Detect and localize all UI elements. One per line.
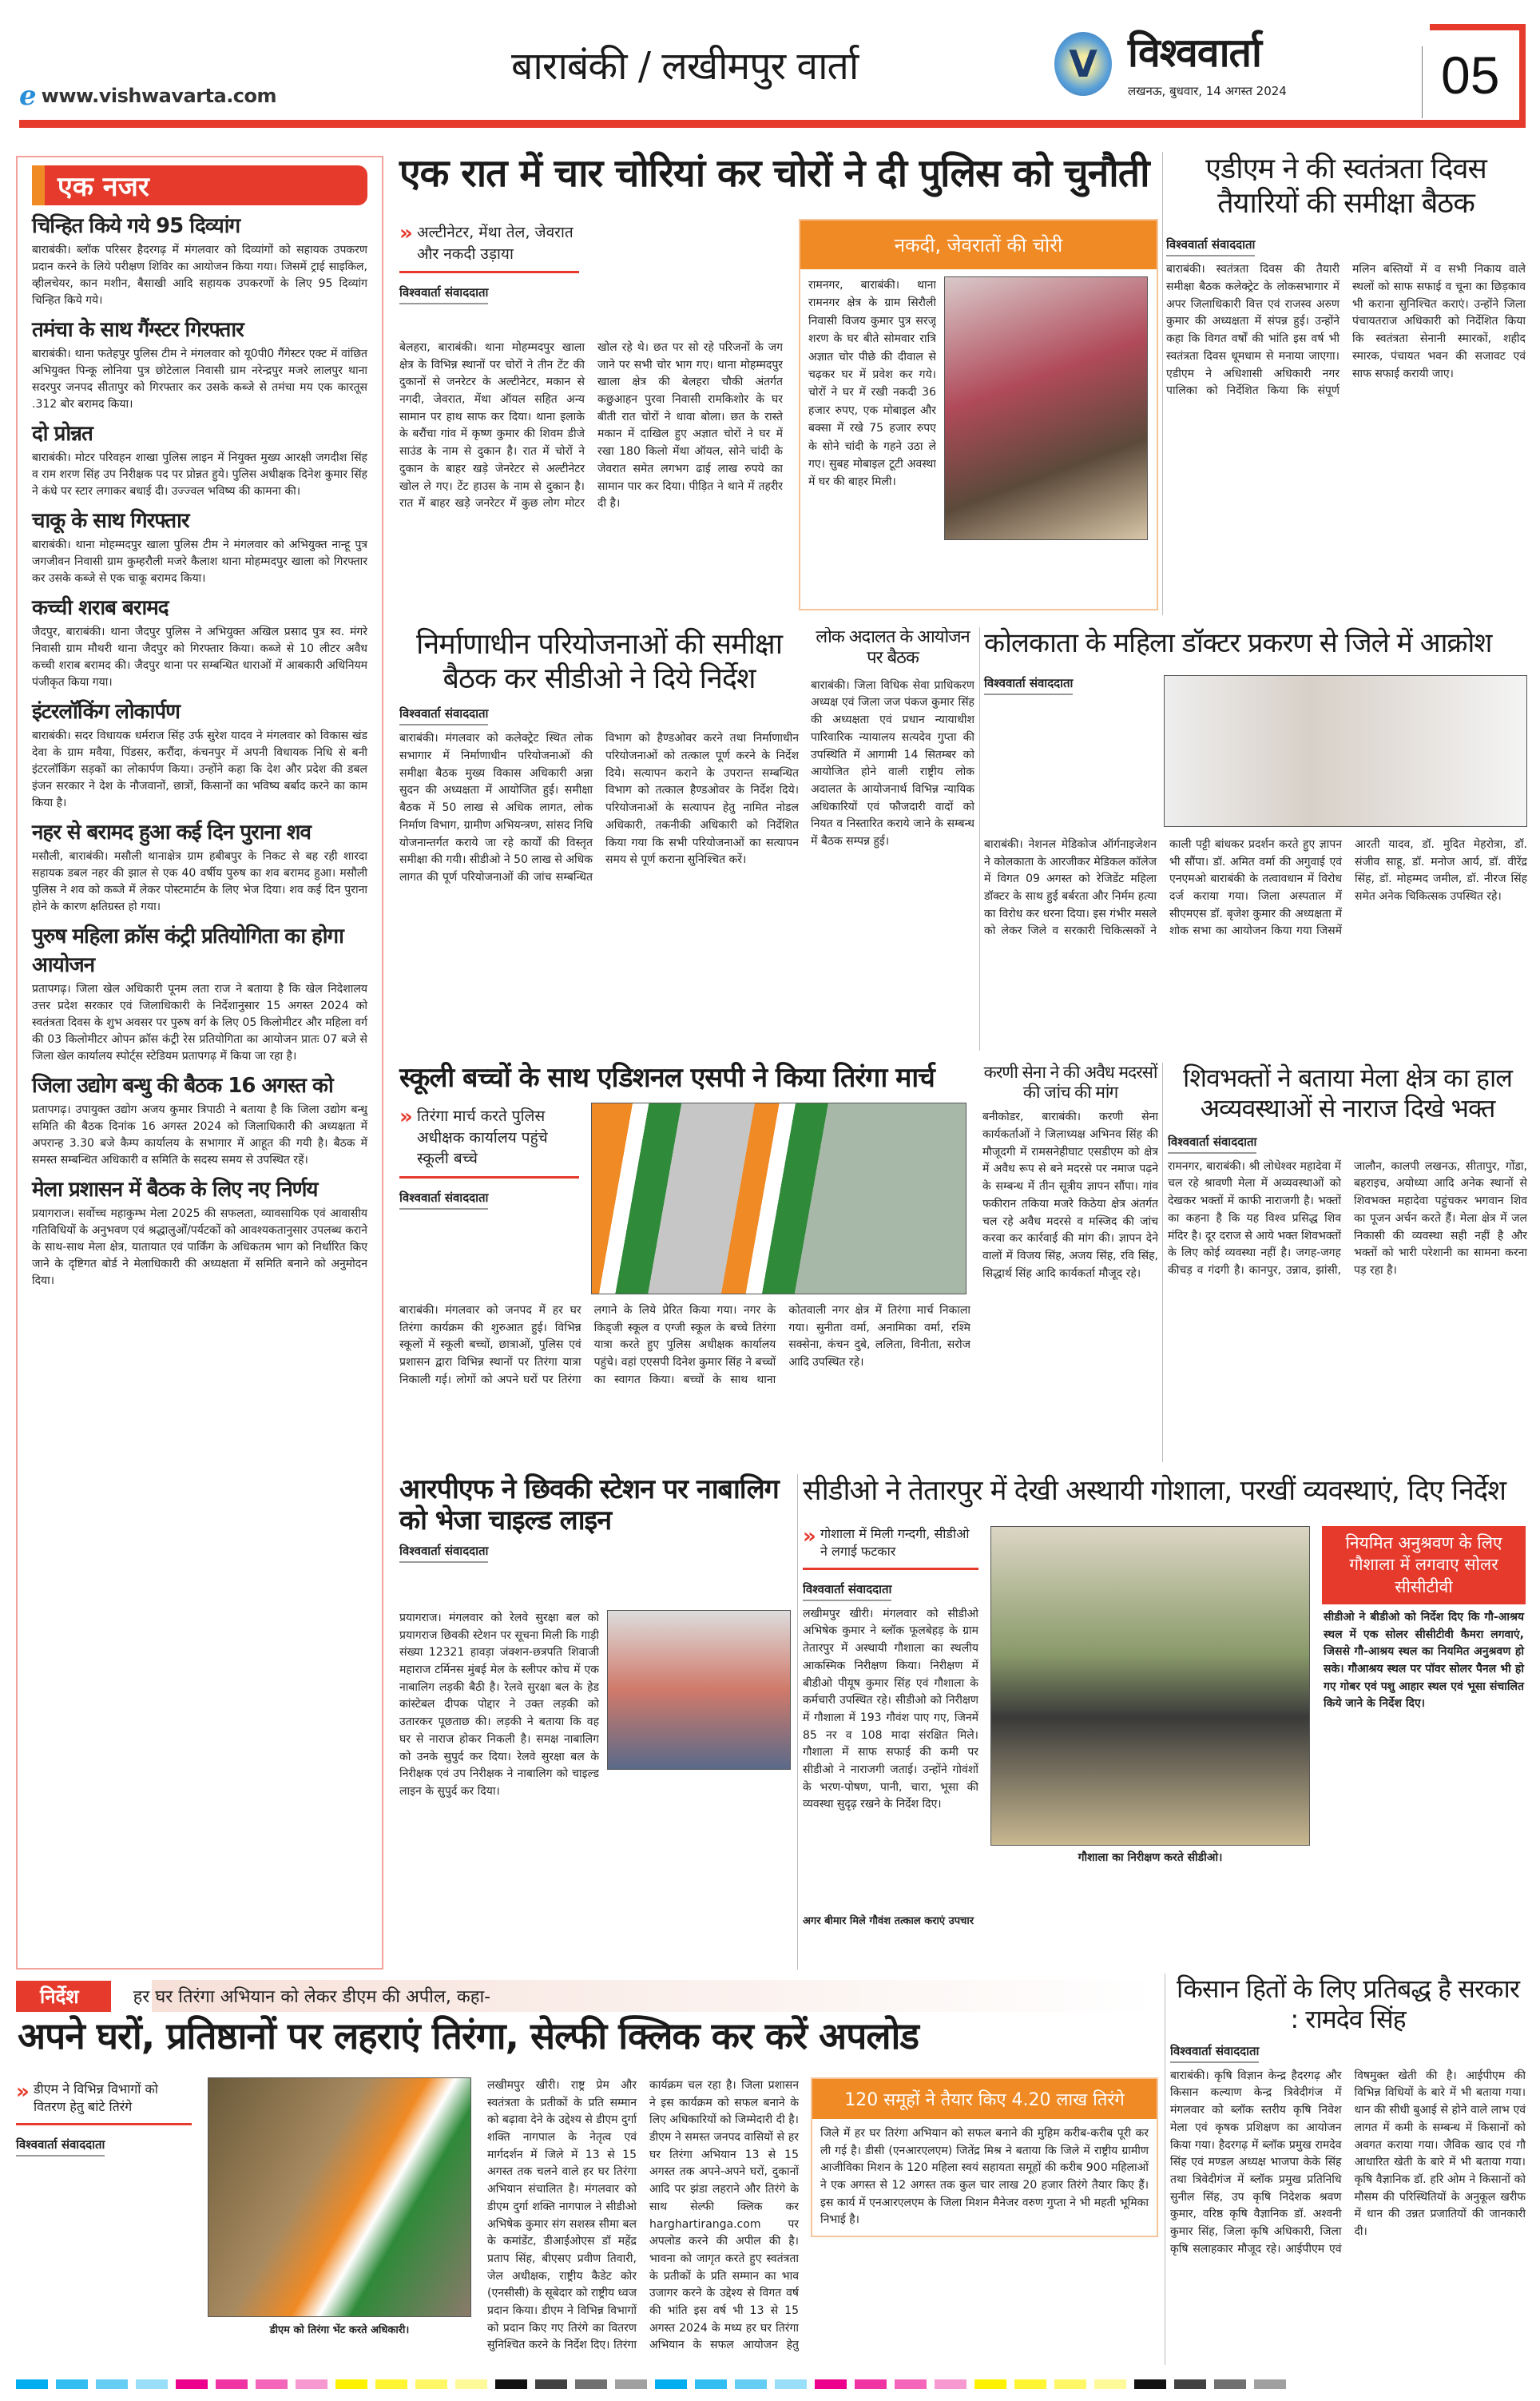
registration-swatch (136, 2379, 168, 2389)
byline: विश्ववार्ता संवाददाता (803, 1581, 891, 1601)
box-title: 120 समूहों ने तैयार किए 4.20 लाख तिरंगे (812, 2079, 1157, 2119)
registration-swatch (216, 2379, 248, 2389)
story-adm (1166, 152, 1526, 615)
brief-title: जिला उद्योग बन्धु की बैठक 16 अगस्त को (32, 1074, 333, 1098)
registration-swatch (1014, 2379, 1046, 2389)
story-kolkata (984, 627, 1527, 1055)
brief-text: बाराबंकी। मोटर परिवहन शाखा पुलिस लाइन में नियुक्त मुख्य आरक्षी जगदीश सिंह व राम शरण सिंह उप निरीक्षक पद पर प्रोन्नत हुये। पुलिस अधीक्षक दिनेश कुमार सिंह ने कंधे पर स्टार लगाकर बधाई दी। उज्ज्वल भविष्य की कामना की। (32, 451, 367, 498)
brief-title: तमंचा के साथ गैंग्स्टर गिरफ्तार (32, 318, 244, 342)
article-body: बनीकोडर, बाराबंकी। करणी सेना कार्यकर्ताओं ने जिलाध्यक्ष अभिनव सिंह की मौजूदगी में रामसनेहीघाट एसडीएम को क्षेत्र में अवैध रूप से बने मदरसे पर नमाज पढ़ने के सम्बन्ध में तीन सूत्रीय ज्ञापन सौंपा। गांव फकीरान तकिया मजरे किठेया क्षेत्र अंतर्गत चल रहे अवैध मदरसे व मस्जिद की जांच करवा कर कार्रवाई की मांग की। ज्ञापन देने वालों में विजय सिंह, अजय सिंह, रवि सिंह, सिद्धार्थ सिंह आदि कार्यकर्ता मौजूद रहे। (982, 1111, 1158, 1280)
headline: स्कूली बच्चों के साथ एडिशनल एसपी ने किया तिरंगा मार्च (399, 1062, 935, 1094)
article-body: लखीमपुर खीरी। राष्ट्र प्रेम और स्वतंत्रता के प्रतीकों के प्रति सम्मान को बढ़ावा देने के उद्देश्य से डीएम दुर्गा शक्ति नागपाल के नेतृत्व एवं मार्गदर्शन में जिले में 13 से 15 अगस्त तक चलने वाले हर घर तिरंगा अभियान संचालित है। मंगलवार को डीएम दुर्गा शक्ति नागपाल ने सीडीओ अभिषेक कुमार संग सशस्त्र सीमा बल के कमांडेंट, डीआईओएस डॉ महेंद्र प्रताप सिंह, बीएसए प्रवीण तिवारी, जेल अधीक्षक, राष्ट्रीय कैडेट कोर (एनसीसी) के सूबेदार को राष्ट्रीय ध्वज प्रदान किया। डीएम ने विभिन्न विभागों को प्रदान किए गए तिरंगे का वितरण सुनिश्चित करने के निर्देश दिए। तिरंगा कार्यक्रम चल रहा है। जिला प्रशासन ने इस कार्यक्रम को सफल बनाने के लिए अधिकारियों को जिम्मेदारी दी है। डीएम ने समस्त जनपद वासियों से हर घर तिरंगा अभियान 13 से 15 अगस्त तक अपने-अपने घरों, दुकानों आदि पर झंडा लहराने और तिरंगे के साथ सेल्फी क्लिक कर harghartiranga.com पर अपलोड करने की अपील की है। भावना को जागृत करते हुए स्वतंत्रता के प्रतीकों के प्रति सम्मान का भाव उजागर करने के उद्देश्य से विगत वर्ष की भांति इस वर्ष भी 13 से 15 अगस्त 2024 के मध्य हर घर तिरंगा अभियान के सफल आयोजन हेतु (487, 2079, 799, 2352)
brief-text: जैदपुर, बाराबंकी। थाना जैदपुर पुलिस ने अभियुक्त अखिल प्रसाद पुत्र स्व. मंगरे निवासी ग्राम मौथरी थाना जैदपुर को गिरफ्तार किया। कब्जे से 10 लीटर अवैध कच्ची शराब बरामद की। जैदपुर थाना पर सम्बन्धित धाराओं में आबकारी अधिनियम पंजीकृत किया गया। (32, 626, 367, 689)
byline: विश्ववार्ता संवाददाता (399, 284, 488, 304)
article-body: लखीमपुर खीरी। मंगलवार को सीडीओ अभिषेक कुमार ने ब्लॉक फूलबेहड़ के ग्राम तेतारपुर में अस्थायी गौशाला का स्थलीय आकस्मिक निरीक्षण किया। निरीक्षण में बीडीओ पीयूष कुमार सिंह एवं गौशाला के कर्मचारी उपस्थित रहे। सीडीओ को निरीक्षण में गौशाला में 193 गौवंश पाए गए, जिनमें 85 नर व 108 मादा संरक्षित मिले। गौशाला में साफ सफाई की कमी पर सीडीओ ने नाराजगी जताई। उन्होंने गोवंशों के भरण-पोषण, पानी, चारा, भूसा की व्यवस्था सुदृढ़ रखने के निर्देश दिए। (803, 1607, 978, 1811)
page-number: 05 (1441, 46, 1500, 105)
registration-swatch (56, 2379, 88, 2389)
byline: विश्ववार्ता संवाददाता (984, 675, 1073, 695)
byline: विश्ववार्ता संवाददाता (399, 1543, 488, 1563)
page-number-box (1430, 24, 1526, 120)
byline: विश्ववार्ता संवाददाता (399, 1190, 488, 1210)
headline: कोलकाता के महिला डॉक्टर प्रकरण से जिले में आक्रोश (984, 627, 1492, 659)
registration-swatch (1054, 2379, 1086, 2389)
theft-box (799, 219, 1158, 610)
byline: विश्ववार्ता संवाददाता (16, 2137, 105, 2157)
dm-tiranga-photo (208, 2077, 471, 2317)
byline: विश्ववार्ता संवाददाता (1166, 237, 1255, 256)
registration-swatch (855, 2379, 887, 2389)
registration-swatch (775, 2379, 807, 2389)
story-cdo-review (399, 627, 799, 1055)
column-divider (1162, 152, 1163, 615)
article-body: बेलहरा, बाराबंकी। थाना मोहम्मदपुर खाला क्षेत्र के विभिन्न स्थानों पर चोरों ने तीन टेंट की दुकानों से जनरेटर के अल्टीनेटर, मकान से नगदी, जेवरात, मेंथा ऑयल सहित अन्य सामान पर हाथ साफ कर दिया। थाना इलाके के बरौंचा गांव में कृष्ण कुमार की शिवम डीजे साउंड के नाम से दुकान है। रात में चोरों ने दुकान के बाहर खड़े जेनरेटर से अल्टीनेटर खोल ले गए। टेंट हाउस के नाम से दुकान है। रात में बाहर खड़े जनरेटर में कुछ लोग मोटर खोल रहे थे। छत पर सो रहे परिजनों के जग जाने पर सभी चोर भाग गए। थाना मोहम्मदपुर खाला क्षेत्र की बेलहरा चौकी अंतर्गत कछुआहन पुरवा निवासी रामकिशोर के घर बीती रात चोरों ने धावा बोला। छत के रास्ते मकान में दाखिल हुए अज्ञात चोरों ने घर में रखा 180 किलो मेंथा ऑयल, सोने चांदी के जेवरात समेत लगभग ढाई लाख रुपये का सामान पार कर दिया। पीड़ित ने थाने में तहरीर दी है। (399, 341, 783, 511)
article-body: बाराबंकी। कृषि विज्ञान केन्द्र हैदरगढ़ और किसान कल्याण केन्द्र त्रिवेदीगंज में मंगलवार को ब्लॉक स्तरीय कृषि निवेश मेला एवं कृषक प्रशिक्षण का आयोजन किया गया। हैदरगढ़ में ब्लॉक प्रमुख रामदेव सिंह एवं मण्डल अध्यक्ष भाजपा केके सिंह तथा त्रिवेदीगंज में ब्लॉक प्रमुख प्रतिनिधि सुनील सिंह, उप कृषि निदेशक श्रवण कुमार, वरिष्ठ कृषि वैज्ञानिक डॉ. अश्वनी कुमार सिंह, जिला कृषि अधिकारी, जिला कृषि सलाहकार मौजूद रहे। आईपीएम एवं विषमुक्त खेती की है। आईपीएम की विभिन्न विधियों के बारे में भी बताया गया। धान की सीधी बुआई से होने वाले लाभ एवं लागत में कमी के सम्बन्ध में किसानों को अवगत कराया गया। जैविक खाद एवं गौ आधारित खेती के बारे में भी बताया गया। कृषि वैज्ञानिक डॉ. हरि ओम ने किसानों को मौसम की परिस्थितियों के अनुकूल खरीफ में धान की उन्नत प्रजातियों की जानकारी दी। (1170, 2069, 1526, 2256)
headline: एक रात में चार चोरियां कर चोरों ने दी पुलिस को चुनौती (399, 151, 1149, 196)
ek-nazar-label: एक नजर (32, 165, 367, 205)
article-body: बाराबंकी। मंगलवार को कलेक्ट्रेट स्थित लोक सभागार में निर्माणाधीन परियोजनाओं की समीक्षा बैठक मुख्य विकास अधिकारी अन्ना सुदन की अध्यक्षता में आयोजित हुई। समीक्षा बैठक में 50 लाख से अधिक लागत, लोक निर्माण विभाग, ग्रामीण अभियन्त्रण, सांसद निधि योजनान्तर्गत कराये जा रहे कार्यों की विस्तृत समीक्षा की गयी। सीडीओ ने 50 लाख से अधिक लागत की पूर्ण परियोजनाओं की जांच सम्बन्धित विभाग को हैण्डओवर करने तथा निर्माणाधीन परियोजनाओं को तत्काल पूर्ण करने के निर्देश दिये। सत्यापन कराने के उपरान्त सम्बन्धित विभाग को तत्काल हैण्डओवर के निर्देश दिये। परियोजनाओं के सत्यापन हेतु नामित नोडल अधिकारी, तकनीकी अधिकारी को निर्देशित किया गया कि सभी परियोजनाओं का सत्यापन समय से पूर्ण कराना सुनिश्चित करें। (399, 732, 799, 884)
registration-swatch (296, 2379, 327, 2389)
kicker: हर घर तिरंगा अभियान को लेकर डीएम की अपील, कहा- (133, 1987, 491, 2007)
inline-label: अगर बीमार मिले गौवंश तत्काल कराएं उपचार (803, 1914, 974, 1927)
registration-swatch (974, 2379, 1006, 2389)
article-body: बाराबंकी। जिला विधिक सेवा प्राधिकरण अध्यक्ष एवं जिला जज पंकज कुमार सिंह की अध्यक्षता एवं प्रधान न्यायाधीश पारिवारिक न्यायालय सत्यदेव गुप्ता की उपस्थिति में आगामी 14 सितम्बर को आयोजित होने वाली राष्ट्रीय लोक अदालत के आयोजनार्थ विभिन्न न्यायिक अधिकारियों एवं फौजदारी वादों को नियत व निस्तारित कराये जाने के सम्बन्ध में बैठक सम्पन्न हुई। (811, 678, 974, 848)
registration-swatch (1214, 2379, 1246, 2389)
browser-e-icon: e (19, 80, 37, 112)
registration-swatch (455, 2379, 487, 2389)
story-shivbhakt (1168, 1063, 1527, 1466)
registration-swatch (735, 2379, 767, 2389)
masthead (0, 0, 1540, 128)
brief-title: नहर से बरामद हुआ कई दिन पुराना शव (32, 821, 311, 845)
column-divider (1162, 1063, 1163, 1462)
brief-text: प्रतापगढ़। जिला खेल अधिकारी पूनम लता राज ने बताया है कि खेल निदेशालय उत्तर प्रदेश सरकार एवं जिलाधिकारी के निर्देशानुसार 15 अगस्त 2024 को स्वतंत्रता दिवस के शुभ अवसर पर पुरुष वर्ग के लिए 05 किलोमीटर और महिला वर्ग की 03 किलोमीटर ओपन क्रॉस कंट्री रेस प्रतियोगिता का आयोजन प्रातः 07 बजे से जिला खेल कार्यालय स्पोर्ट्स स्टेडियम प्रतापगढ़ में किया जा रहा है। (32, 983, 367, 1063)
headline: सीडीओ ने तेतारपुर में देखी अस्थायी गोशाला, परखीं व्यवस्थाएं, दिए निर्देश (803, 1475, 1506, 1507)
byline: विश्ववार्ता संवाददाता (1170, 2043, 1259, 2063)
brief-text: मसौली, बाराबंकी। मसौली थानाक्षेत्र ग्राम हबीबपुर के निकट से बह रही शारदा सहायक डबल नहर की झाल से एक 40 वर्षीय पुरुष का शव बरामद हुआ। मसौली पुलिस ने शव को कब्जे में लेकर पोस्टमार्टम के लिए भेज दिया। शव कई दिन पुराना होने के कारण क्षतिग्रस्त हो गया। (32, 850, 367, 913)
registration-swatch (895, 2379, 927, 2389)
registration-swatch (16, 2379, 48, 2389)
brief-text: बाराबंकी। सदर विधायक धर्मराज सिंह उर्फ सुरेश यादव ने मंगलवार को विकास खंड देवा के ग्राम मवैया, पिंडसर, करौंदा, कंचनपुर में अपनी विधायक निधि से बनी इंटरलॉकिंग सड़कों का लोकार्पण किया। उन्होंने कहा कि देश और प्रदेश की डबल इंजन सरकार ने देश के नौजवानों, छात्रों, किसानों का भविष्य बर्बाद करने का काम किया है। (32, 729, 367, 809)
solar-cctv-box (1322, 1526, 1526, 1862)
byline: विश्ववार्ता संवाददाता (1168, 1134, 1256, 1154)
brief-title: इंटरलॉकिंग लोकार्पण (32, 700, 180, 724)
registration-swatch (695, 2379, 727, 2389)
headline: लोक अदालत के आयोजन पर बैठक (816, 627, 970, 669)
box-title: नकदी, जेवरातों की चोरी (800, 221, 1157, 269)
story-tiranga-dm (16, 2077, 1158, 2369)
brief-title: कच्ची शराब बरामद (32, 596, 169, 620)
kolkata-photo (1164, 675, 1527, 827)
dateline: लखनऊ, बुधवार, 14 अगस्त 2024 (1128, 84, 1287, 98)
tiranga-march-photo (591, 1103, 966, 1294)
registration-swatch (1174, 2379, 1206, 2389)
registration-swatch (375, 2379, 407, 2389)
headline: करणी सेना ने की अवैध मदरसों की जांच की मांग (983, 1063, 1157, 1103)
brief-title: मेला प्रशासन में बैठक के लिए नए निर्णय (32, 1178, 318, 1202)
brief-text: बाराबंकी। ब्लॉक परिसर हैदरगढ़ में मंगलवार को दिव्यांगों को सहायक उपकरण प्रदान करने के लिये परीक्षण शिविर का आयोजन किया गया। जिसमें ट्राई साइकिल, व्हीलचेयर, कान मशीन, बैसाखी आदि सहायक उपकरणों के लिए 95 दिव्यांग चिन्हित किये गये। (32, 244, 367, 307)
website-link[interactable]: e www.vishwavarta.com (19, 80, 277, 112)
story-school-march (399, 1063, 974, 1466)
registration-swatch (96, 2379, 128, 2389)
samooh-box (811, 2077, 1158, 2237)
ek-nazar-section (16, 156, 383, 1970)
article-body: बाराबंकी। मंगलवार को जनपद में हर घर तिरंगा कार्यक्रम की शुरुआत हुई। विभिन्न स्कूलों में स्कूली बच्चों, छात्राओं, पुलिस एवं प्रशासन द्वारा विभिन्न स्थानों पर तिरंगा यात्रा निकाली गई। लोगों को अपने घरों पर तिरंगा लगाने के लिये प्रेरित किया गया। नगर के किड्जी स्कूल व एग्जी स्कूल के बच्चे तिरंगा यात्रा करते हुए पुलिस अधीक्षक कार्यालय पहुंचे। वहां एएसपी दिनेश कुमार सिंह ने बच्चों का स्वागत किया। बच्चों के साथ थाना कोतवाली नगर क्षेत्र में तिरंगा मार्च निकाला गया। सुनीता वर्मा, अनामिका वर्मा, रश्मि सक्सेना, कंचन दुबे, ललिता, विनीता, सरोज आदि उपस्थित रहे। (399, 1304, 970, 1386)
story-rpf (399, 1474, 791, 1970)
registration-swatch (495, 2379, 527, 2389)
box-title: नियमित अनुश्रवण के लिए गौशाला में लगवाए सोलर सीसीटीवी (1322, 1526, 1526, 1604)
registration-swatch (335, 2379, 367, 2389)
registration-swatch (1134, 2379, 1166, 2389)
registration-swatch (535, 2379, 567, 2389)
brief-title: पुरुष महिला क्रॉस कंट्री प्रतियोगिता का होगा आयोजन (32, 924, 343, 977)
brand-name: विश्ववार्ता (1128, 30, 1261, 76)
registration-swatch (575, 2379, 607, 2389)
tag-nirdesh: निर्देश (16, 1981, 111, 2012)
subhead: » तिरंगा मार्च करते पुलिस अधीक्षक कार्यालय पहुंचे स्कूली बच्चे (399, 1103, 579, 1179)
registration-swatch (1254, 2379, 1286, 2389)
registration-swatch (415, 2379, 447, 2389)
headline: किसान हितों के लिए प्रतिबद्ध है सरकार : रामदेव सिंह (1177, 1974, 1519, 2035)
article-body: बाराबंकी। स्वतंत्रता दिवस की तैयारी समीक्षा बैठक कलेक्ट्रेट के लोकसभागार में अपर जिलाधिकारी वित्त एवं राजस्व अरुण कुमार की अध्यक्षता में संपन्न हुई। उन्होंने कहा कि विगत वर्षों की भांति इस वर्ष भी स्वतंत्रता दिवस धूमधाम से मनाया जाएगा। एडीएम ने अधिशासी अधिकारी नगर पालिका को निर्देशित किया कि संपूर्ण मलिन बस्तियों में व सभी निकाय वाले स्थलों को साफ सफाई व चूना का छिड़काव भी कराना सुनिश्चित कराएं। उन्होंने जिला पंचायतराज अधिकारी को निर्देशित किया कि स्वतंत्रता सेनानी स्मारकों, शहीद स्मारक, पंचायत भवन की सजावट एवं साफ सफाई करायी जाए। (1166, 263, 1526, 398)
brief-title: दो प्रोन्नत (32, 422, 93, 446)
brief-text: बाराबंकी। थाना मोहम्मदपुर खाला पुलिस टीम ने मंगलवार को अभियुक्त नान्हू पुत्र जगजीवन निवासी ग्राम कुम्हरौली मजरे कैलाश थाना मोहम्मदपुर खाला को गिरफ्तार कर उसके कब्जे से एक चाकू बरामद किया। (32, 539, 367, 585)
headline: शिवभक्तों ने बताया मेला क्षेत्र का हाल अव्यवस्थाओं से नाराज दिखे भक्त (1182, 1063, 1513, 1124)
story-kisan (1170, 1974, 1526, 2369)
brand-logo: V (1054, 32, 1112, 96)
box-text: जिले में हर घर तिरंगा अभियान को सफल बनाने की मुहिम करीब-करीब पूरी कर ली गई है। डीसी (एनआरएलएम) जितेंद्र मिश्र ने बताया कि जिले में राष्ट्रीय ग्रामीण आजीविका मिशन के 120 महिला स्वयं सहायता समूहों की करीब 900 महिलाओं ने एक अगस्त से 12 अगस्त तक कुल चार लाख 20 हजार तिरंगे तैयार किए हैं। इस कार्य में एनआरएलएम के जिला मिशन मैनेजर वरुण गुप्ता ने भी महती भूमिका निभाई है। (820, 2127, 1149, 2227)
brief-title: चिन्हित किये गये 95 दिव्यांग (32, 214, 240, 238)
article-body: प्रयागराज। मंगलवार को रेलवे सुरक्षा बल को प्रयागराज छिवकी स्टेशन पर सूचना मिली कि गाड़ी संख्या 12321 हावड़ा जंक्शन-छत्रपति शिवाजी महाराज टर्मिनस मुंबई मेल के स्लीपर कोच में एक नाबालिग लड़की बैठी है। रेलवे सुरक्षा बल के हेड कांस्टेबल दीपक पोद्दार ने उक्त लड़की को उतारकर पूछताछ की। लड़की ने बताया कि वह घर से नाराज होकर निकली है। समक्ष नाबालिग को उनके सुपुर्द कर दिया। रेलवे सुरक्षा बल के निरीक्षक एवं उप निरीक्षक ने नाबालिग को चाइल्ड लाइन के सुपुर्द कर दिया। (399, 1612, 599, 1798)
story-karni-sena (982, 1063, 1158, 1466)
theft-photo (944, 276, 1148, 540)
headline: एडीएम ने की स्वतंत्रता दिवस तैयारियों की समीक्षा बैठक (1205, 153, 1486, 221)
brief-text: प्रतापगढ़। उपायुक्त उद्योग अजय कुमार त्रिपाठी ने बताया है कि जिला उद्योग बन्धु समिति की बैठक दिनांक 16 अगस्त 2024 को जिलाधिकारी की अध्यक्षता में अपरान्ह 3.30 बजे कैम्प कार्यालय के सभागार में आहूत की गयी है। बैठक में समस्त सम्बन्धित अधिकारी व समिति के सदस्य समय से उपस्थित रहें। (32, 1103, 367, 1167)
article-body: रामनगर, बाराबंकी। श्री लोधेश्वर महादेवा में चल रहे श्रावणी मेला में अव्यवस्थाओं को देखकर भक्तों में काफी नाराजगी है। भक्तों का कहना है कि यह विश्व प्रसिद्ध शिव मंदिर है। दूर दराज से आये भक्त शिवभक्तों के लिए कोई व्यवस्था नहीं है। जगह-जगह कीचड़ व गंदगी है। कानपुर, उन्नाव, झांसी, जालौन, कालपी लखनऊ, सीतापुर, गोंडा, बहराइच, अयोध्या आदि अनेक स्थानों से शिवभक्त महादेवा पहुंचकर भगवान शिव का पूजन अर्चन करते हैं। मेला क्षेत्र में जल निकासी की व्यवस्था सही नहीं है और भक्तों को भारी परेशानी का सामना करना पड़ रहा है। (1168, 1159, 1527, 1277)
headline: आरपीएफ ने छिवकी स्टेशन पर नाबालिग को भेजा चाइल्ड लाइन (399, 1473, 779, 1537)
registration-swatch (815, 2379, 847, 2389)
box-text: रामनगर, बाराबंकी। थाना रामनगर क्षेत्र के ग्राम सिरौली निवासी विजय कुमार पुत्र सरजू शरण के घर बीते सोमवार रात्रि अज्ञात चोर पीछे की दीवाल से चढ़कर घर में प्रवेश कर गये। चोरों ने घर में रखी नकदी 36 हजार रुपए, एक मोबाइल और बक्सा में रखे 75 हजार रुपए के सोने चांदी के गहने उठा ले गए। सुबह मोबाइल टूटी अवस्था में घर की बाहर मिली। (808, 279, 936, 489)
article-body: बाराबंकी। नेशनल मेडिकोज ऑर्गनाइजेशन ने कोलकाता के आरजीकर मेडिकल कॉलेज में विगत 09 अगस्त को रेजिडेंट महिला डॉक्टर के साथ हुई बर्बरता और निर्मम हत्या का विरोध कर धरना दिया। इस गंभीर मसले को लेकर जिले व सरकारी चिकित्सकों ने काली पट्टी बांधकर प्रदर्शन करते हुए ज्ञापन भी सौंपा। डॉ. अमित वर्मा की अगुवाई एवं एनएमओ बाराबंकी के तत्वावधान में विरोध दर्ज कराया गया। जिला अस्पताल में सीएमएस डॉ. बृजेश कुमार की अध्यक्षता में शोक सभा का आयोजन किया गया जिसमें आरती यादव, डॉ. मुदित मेहरोत्रा, डॉ. संजीव साहू, डॉ. मनोज आर्य, डॉ. वीरेंद्र सिंह, डॉ. मोहम्मद जमील, डॉ. नीरज सिंह समेत अनेक चिकित्सक उपस्थित रहे। (984, 838, 1527, 938)
headline: निर्माणाधीन परियोजनाओं की समीक्षा बैठक कर सीडीओ ने दिये निर्देश (415, 628, 783, 696)
rpf-photo (607, 1610, 791, 1770)
section-title: बाराबंकी / लखीमपुर वार्ता (511, 44, 859, 89)
box-text: सीडीओ ने बीडीओ को निर्देश दिए कि गौ-आश्रय स्थल में एक सोलर सीसीटीवी कैमरा लगवाएं, जिससे गौ-आश्रय स्थल का नियमित अनुश्रवण हो सके। गौआश्रय स्थल पर पॉवर सोलर पैनल भी हो गए गोबर एवं पशु आहार स्थल एवं भूसा संचालित किये जाने के निर्देश दिए। (1324, 1610, 1524, 1711)
photo-caption: डीएम को तिरंगा भेंट करते अधिकारी। (269, 2324, 410, 2336)
registration-swatch (935, 2379, 966, 2389)
print-registration-marks (16, 2379, 1526, 2391)
photo-caption: गौशाला का निरीक्षण करते सीडीओ। (1078, 1851, 1223, 1864)
brief-text: बाराबंकी। थाना फतेहपुर पुलिस टीम ने मंगलवार को यू0पी0 गैंगेस्टर एक्ट में वांछित अभियुक्त पिन्कू लोनिया पुत्र छोटेलाल निवासी ग्राम नरेन्द्रपुर मजरे लालपुर थाना सदरपुर जनपद सीतापुर को गिरफ्तार कर उसके कब्जे से तमंचा मय एक कारतूस .312 बोर बरामद किया। (32, 348, 367, 411)
story-goshala (803, 1474, 1526, 1970)
subhead: » अल्टीनेटर, मेंथा तेल, जेवरात और नकदी उड़ाया (399, 219, 579, 273)
goshala-photo (990, 1526, 1310, 1846)
subhead: » डीएम ने विभिन्न विभागों को वितरण हेतु बांटे तिरंगे (16, 2077, 192, 2125)
registration-swatch (1094, 2379, 1126, 2389)
subhead: » गोशाला में मिली गन्दगी, सीडीओ ने लगाई फटकार (803, 1522, 978, 1570)
brief-title: चाकू के साथ गिरफ्तार (32, 509, 189, 533)
registration-swatch (615, 2379, 647, 2389)
story-lok-adalat (811, 627, 974, 1055)
column-divider (979, 627, 980, 1051)
story-theft (399, 152, 1158, 615)
header-rule (19, 120, 1526, 128)
brief-text: प्रयागराज। सर्वोच्च महाकुम्भ मेला 2025 की सफलता, व्यावसायिक एवं आवासीय गतिविधियों के अनुभवण एवं श्रद्धालुओं/पर्यटकों को आवश्यकतानुसार उपलब्ध कराने के साथ-साथ मेला क्षेत्र, यातायात एवं पार्किंग के अधिकतम भाग को निर्धारित किए जाने के दृष्टिगत बोर्ड ने मेलाधिकारी की अध्यक्षता में समिति बनाने को अनुमोदन दिया। (32, 1207, 367, 1287)
bottom-headline: अपने घरों, प्रतिष्ठानों पर लहराएं तिरंगा, सेल्फी क्लिक कर करें अपलोड (18, 2014, 919, 2057)
byline: विश्ववार्ता संवाददाता (399, 706, 488, 725)
registration-swatch (176, 2379, 208, 2389)
registration-swatch (655, 2379, 687, 2389)
bottom-kicker-bar (16, 1980, 1158, 2012)
registration-swatch (256, 2379, 288, 2389)
column-divider (797, 1474, 798, 1970)
